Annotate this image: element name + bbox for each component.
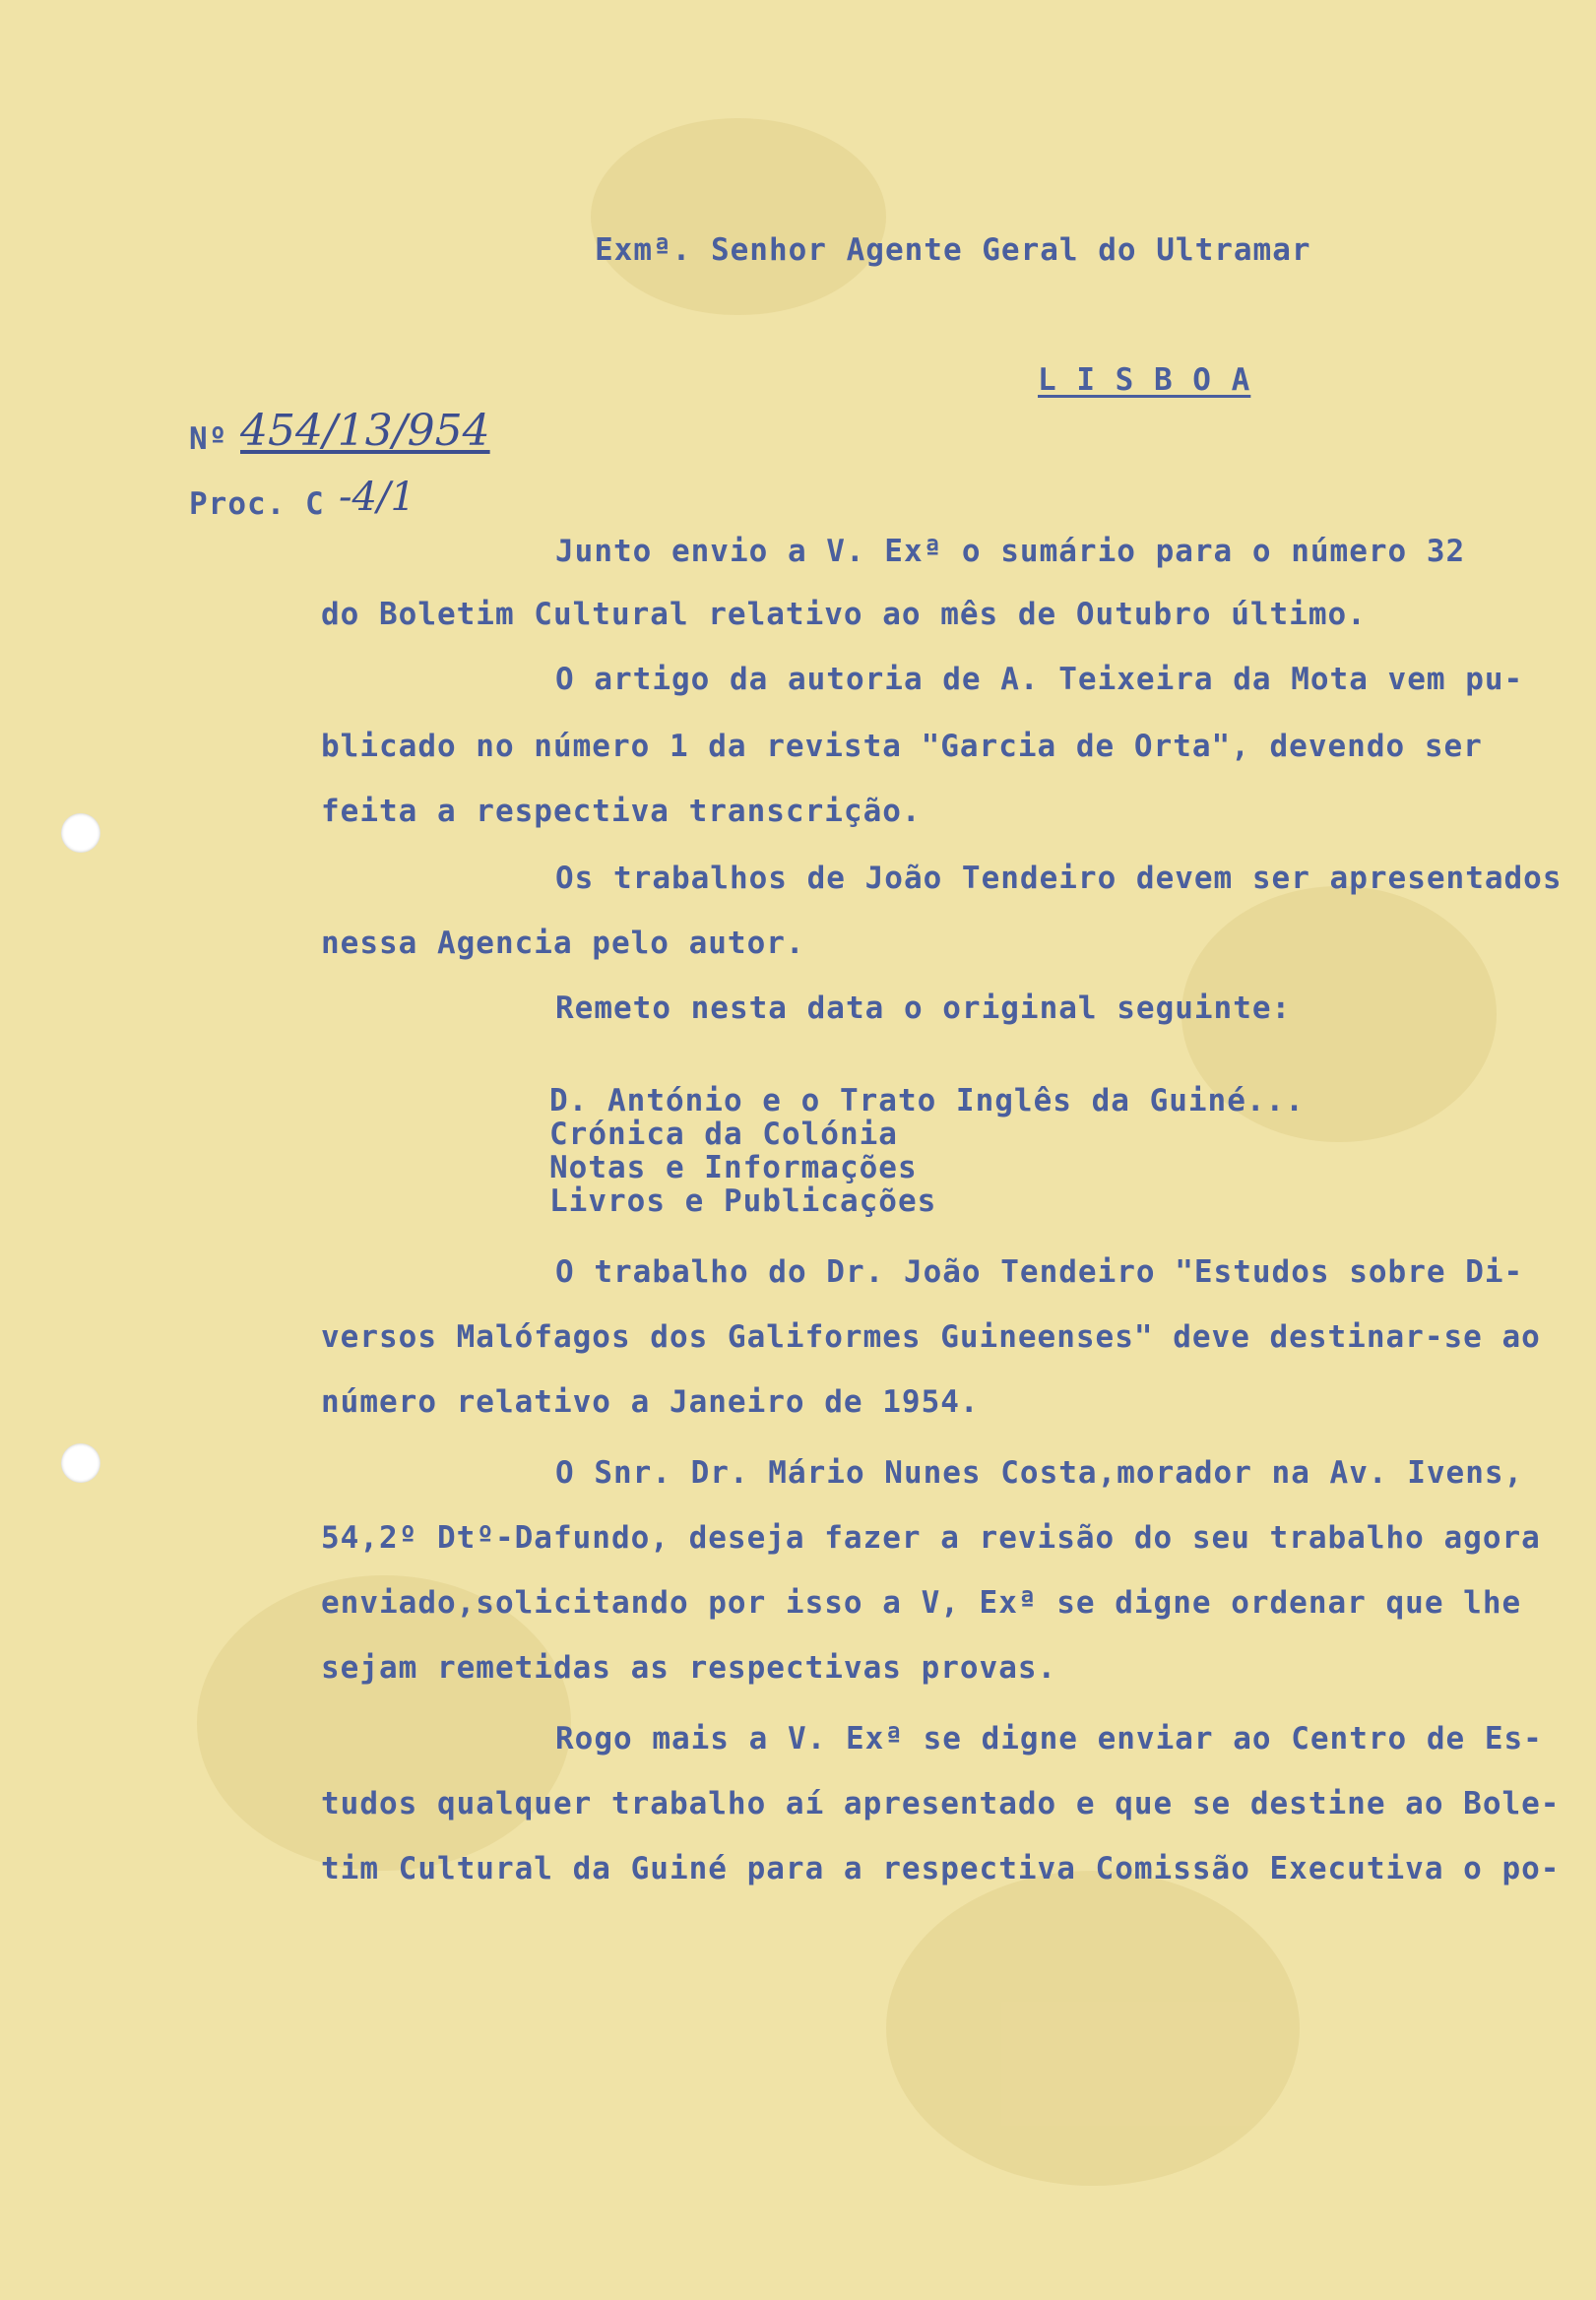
body-line: tim Cultural da Guiné para a respectiva Comissão Executiva o po-	[321, 1851, 1561, 1886]
punch-hole-bottom	[61, 1443, 100, 1483]
body-line: O trabalho do Dr. João Tendeiro "Estudos sobre Di-	[555, 1254, 1524, 1290]
body-line: número relativo a Janeiro de 1954.	[321, 1384, 980, 1420]
enclosure-item: D. António e o Trato Inglês da Guiné...	[549, 1083, 1305, 1118]
body-line: tudos qualquer trabalho aí apresentado e que se destine ao Bole-	[321, 1786, 1561, 1821]
body-line: Os trabalhos de João Tendeiro devem ser apresentados	[555, 861, 1563, 896]
body-line: 54,2º Dtº-Dafundo, deseja fazer a revisão do seu trabalho agora	[321, 1520, 1541, 1556]
reference-handwritten: 454/13/954	[240, 406, 490, 456]
body-line: blicado no número 1 da revista "Garcia de Orta", devendo ser	[321, 729, 1483, 764]
body-line: Remeto nesta data o original seguinte:	[555, 990, 1292, 1026]
enclosure-item: Livros e Publicações	[549, 1183, 937, 1219]
city: L I S B O A	[1038, 362, 1251, 398]
body-line: feita a respectiva transcrição.	[321, 794, 922, 829]
reference-prefix: Nº	[189, 421, 228, 457]
body-line: Rogo mais a V. Exª se digne enviar ao Centro de Es-	[555, 1721, 1543, 1757]
process-handwritten: -4/1	[339, 475, 415, 520]
enclosure-item: Notas e Informações	[549, 1150, 918, 1185]
process-prefix: Proc. C	[189, 486, 325, 522]
punch-hole-top	[61, 813, 100, 853]
body-line: Junto envio a V. Exª o sumário para o número 32	[555, 534, 1466, 569]
body-line: enviado,solicitando por isso a V, Exª se digne ordenar que lhe	[321, 1585, 1522, 1621]
body-line: nessa Agencia pelo autor.	[321, 926, 805, 961]
addressee: Exmª. Senhor Agente Geral do Ultramar	[595, 232, 1311, 268]
body-line: O artigo da autoria de A. Teixeira da Mota vem pu-	[555, 662, 1524, 697]
body-line: do Boletim Cultural relativo ao mês de Outubro último.	[321, 597, 1367, 632]
paper-stain	[886, 1871, 1300, 2186]
paper-stain	[591, 118, 886, 315]
body-line: O Snr. Dr. Mário Nunes Costa,morador na Av. Ivens,	[555, 1455, 1524, 1491]
body-line: versos Malófagos dos Galiformes Guineenses" deve destinar-se ao	[321, 1319, 1541, 1355]
enclosure-item: Crónica da Colónia	[549, 1117, 898, 1152]
body-line: sejam remetidas as respectivas provas.	[321, 1650, 1057, 1686]
